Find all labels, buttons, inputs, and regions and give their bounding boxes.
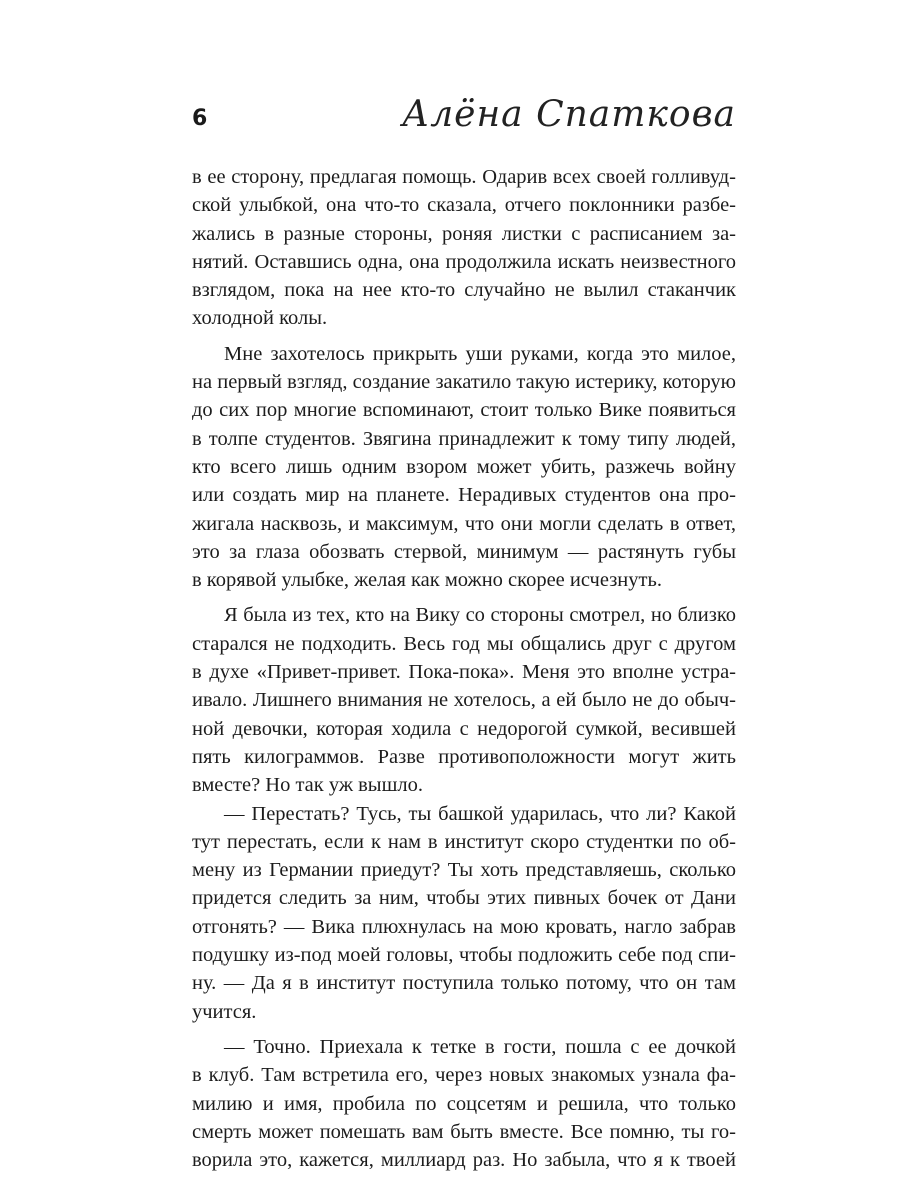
text-line: отгонять? — Вика плюхнулась на мою кровать, нагло забрав <box>192 915 736 938</box>
text-line: ивало. Лишнего внимания не хотелось, а ей было не до обыч- <box>192 689 736 712</box>
text-line: в толпе студентов. Звягина принадлежит к тому типу людей, <box>192 427 736 450</box>
text-line: учится. <box>192 1000 257 1023</box>
text-line: или создать мир на планете. Нерадивых студентов она про- <box>192 484 736 507</box>
text-line: тут перестать, если к нам в институт скоро студентки по об- <box>192 830 736 853</box>
text-line: это за глаза обозвать стервой, минимум — растянуть губы <box>192 540 736 563</box>
text-line: до сих пор многие вспоминают, стоит только Вике появиться <box>192 399 736 422</box>
text-line: в клуб. Там встретила его, через новых знакомых узнала фа- <box>192 1064 736 1087</box>
text-line: — Перестать? Тусь, ты башкой ударилась, что ли? Какой <box>224 802 736 825</box>
text-line: Мне захотелось прикрыть уши руками, когда это милое, <box>224 342 736 365</box>
text-line: взглядом, пока на нее кто-то случайно не вылил стаканчик <box>192 279 736 302</box>
text-line: ну. — Да я в институт поступила только потому, что он там <box>192 972 736 995</box>
text-line: — Точно. Приехала к тетке в гости, пошла с ее дочкой <box>224 1035 736 1058</box>
page-number: 6 <box>192 106 208 131</box>
body-text <box>192 163 736 1174</box>
running-head <box>192 92 736 152</box>
text-line: жигала насквозь, и максимум, что они могли сделать в ответ, <box>192 512 736 535</box>
text-line: кто всего лишь одним взором может убить, разжечь войну <box>192 455 736 478</box>
text-line: подушку из-под моей головы, чтобы подложить себе под спи- <box>192 944 736 967</box>
text-line: в ее сторону, предлагая помощь. Одарив всех своей голливуд- <box>192 166 736 188</box>
text-line: пять килограммов. Разве противоположности могут жить <box>192 745 736 768</box>
text-line: старался не подходить. Весь год мы общались друг с другом <box>192 632 736 655</box>
text-line: Я была из тех, кто на Вику со стороны смотрел, но близко <box>224 604 736 627</box>
text-line: придется следить за ним, чтобы этих пивных бочек от Дани <box>192 887 736 910</box>
text-line: в духе «Привет-привет. Пока-пока». Меня это вполне устра- <box>192 661 736 684</box>
text-line: смерть может помешать вам быть вместе. Все помню, ты го- <box>192 1120 736 1143</box>
text-line: жались в разные стороны, роняя листки с расписанием за- <box>192 222 736 245</box>
text-line: ской улыбкой, она что-то сказала, отчего поклонники разбе- <box>192 194 736 217</box>
text-line: вместе? Но так уж вышло. <box>192 774 423 797</box>
text-line: на первый взгляд, создание закатило такую истерику, которую <box>192 371 736 394</box>
text-line: в корявой улыбке, желая как можно скорее исчезнуть. <box>192 569 662 592</box>
text-line: нятий. Оставшись одна, она продолжила искать неизвестного <box>192 250 736 273</box>
text-line: ворила это, кажется, миллиард раз. Но забыла, что я к твоей <box>192 1149 736 1172</box>
text-line: холодной колы. <box>192 307 328 330</box>
text-line: милию и имя, пробила по соцсетям и решила, что только <box>192 1092 736 1115</box>
text-line: мену из Германии приедут? Ты хоть представляешь, сколько <box>192 859 736 882</box>
author-name: Алёна Спаткова <box>401 94 736 135</box>
text-line: ной девочки, которая ходила с недорогой сумкой, весившей <box>192 717 736 740</box>
